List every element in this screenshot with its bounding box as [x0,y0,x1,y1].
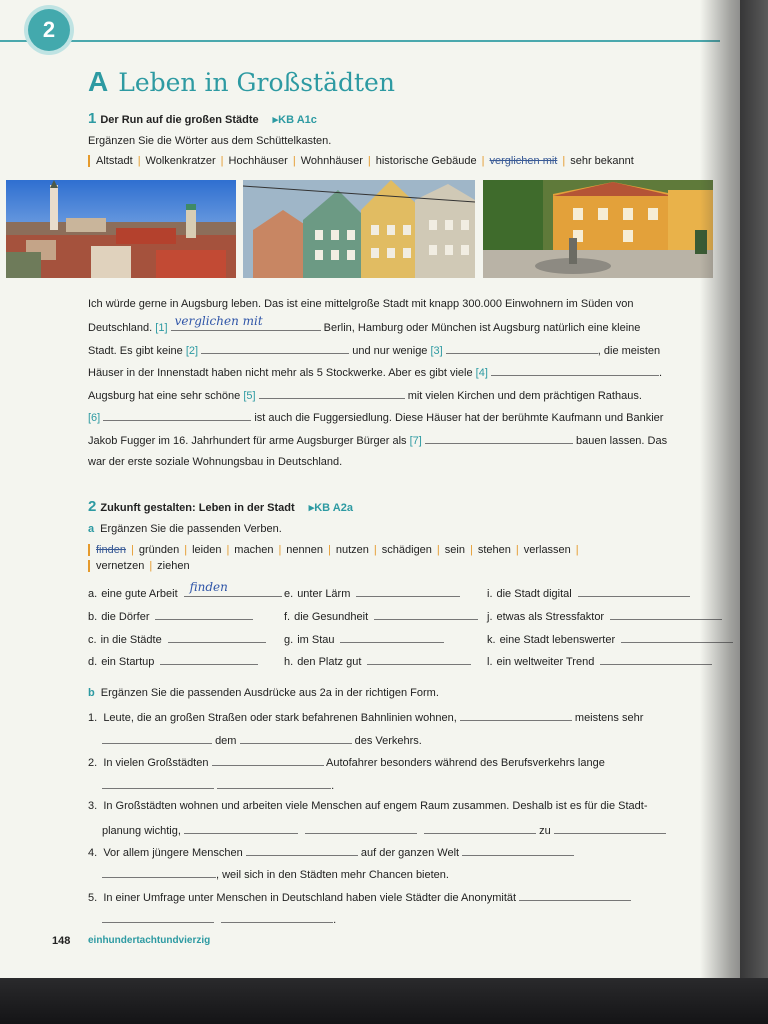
gap-field[interactable] [578,586,690,597]
verb-item [88,609,253,623]
exercise-1-heading [88,110,317,127]
gap-ref-2: [2] [185,345,199,357]
word-chip: Wolkenkratzer [145,155,216,167]
text-fragment: dem [215,735,237,747]
text-fragment: Stadt. Es gibt keine [88,345,183,357]
text-line-7 [88,433,667,447]
item-label: g. [284,634,294,646]
verb-item [487,654,712,668]
word-chip: Hochhäuser [228,155,288,167]
word-separator: | [292,155,296,167]
gap-field[interactable] [217,778,331,789]
word-separator: | [184,544,188,556]
section-heading [88,66,395,98]
text-line-5 [88,388,642,402]
text-fragment: Jakob Fugger im 16. Jahrhundert für arme Augsburger Bürger als [88,435,407,447]
gap-1-field[interactable] [171,314,321,331]
text-fragment: und nur wenige [352,345,428,357]
exercise-1-kb-link[interactable]: ▸ KB A1c [273,114,317,126]
item-text: ein Startup [101,656,155,668]
word-chip: sehr bekannt [570,155,634,167]
gap-field[interactable] [240,733,352,744]
word-chip: Altstadt [96,155,133,167]
page-number-words: einhundertachtundvierzig [88,935,211,946]
word-chip: gründen [138,544,180,556]
item-label: c. [88,634,97,646]
handwritten-answer-1: verglichen mit [174,314,263,328]
exercise-1-number: 1 [88,110,97,127]
word-separator: | [515,544,519,556]
item-text: eine Stadt lebenswerter [499,634,616,646]
word-chip: vernetzen [96,560,145,572]
exercise-2a-instruction [88,523,282,535]
word-chip: Wohnhäuser [300,155,363,167]
gap-field[interactable] [160,654,258,665]
verb-item [487,609,722,623]
word-chip: verlassen [523,544,571,556]
header-rule [0,40,720,42]
word-box-2a-row1 [88,544,584,556]
gap-4-field[interactable] [491,365,659,376]
verb-item [284,586,460,600]
sentence-2-cont [102,778,334,792]
exercise-1-instruction: Ergänzen Sie die Wörter aus dem Schüttelkasten. [88,135,332,147]
word-chip: schädigen [381,544,432,556]
gap-field[interactable] [102,867,216,878]
text-fragment: Augsburg hat eine sehr schöne [88,390,241,402]
item-text: die Dörfer [101,611,150,623]
text-line-6 [88,410,663,424]
section-title: Leben in Großstädten [118,68,395,97]
gap-field[interactable] [305,823,417,834]
exercise-2-number: 2 [88,498,97,515]
sentence-3 [88,800,648,812]
gap-field[interactable] [462,845,574,856]
gap-field[interactable] [519,890,631,901]
item-text: die Stadt digital [496,588,572,600]
exercise-2-title: Zukunft gestalten: Leben in der Stadt [100,502,295,514]
text-line-4 [88,365,662,379]
gap-field[interactable] [340,632,444,643]
word-separator: | [137,155,141,167]
word-chip: nennen [286,544,324,556]
instruction-text: Ergänzen Sie die passenden Verben. [100,523,282,535]
item-text: eine gute Arbeit [101,588,178,600]
item-label: a. [88,588,98,600]
verb-item [284,632,444,646]
verb-item [284,609,478,623]
gap-field[interactable] [554,823,666,834]
subexercise-letter-a: a [88,523,95,535]
gap-field[interactable] [102,733,212,744]
gap-ref-1: [1] [155,322,168,334]
gap-ref-6: [6] [88,412,101,424]
item-label: h. [284,656,294,668]
gap-7-field[interactable] [425,433,573,444]
word-separator: | [469,544,473,556]
book-gutter-shadow [700,0,768,980]
gap-field[interactable] [367,654,471,665]
word-separator: | [149,560,153,572]
chapter-badge: 2 [28,9,70,51]
gap-field[interactable] [246,845,358,856]
item-label: b. [88,611,98,623]
sentence-number: 1. [88,712,98,724]
gap-ref-4: [4] [475,367,488,379]
gabled-houses-photo [243,180,475,278]
gap-field[interactable] [356,586,460,597]
text-fragment: Autofahrer besonders während des Berufsverkehrs lange [326,757,605,769]
text-line-3 [88,343,660,357]
item-text: den Platz gut [297,656,362,668]
exercise-1-title: Der Run auf die großen Städte [100,114,259,126]
sentence-number: 4. [88,847,98,859]
item-text: im Stau [297,634,335,646]
text-fragment: , weil sich in den Städten mehr Chancen bieten. [216,869,449,881]
word-separator: | [436,544,440,556]
text-fragment: In vielen Großstädten [103,757,209,769]
text-line-2 [88,314,641,334]
word-chip: nutzen [335,544,369,556]
gap-field[interactable] [155,609,253,620]
sentence-3-cont [102,823,666,837]
section-letter: A [88,66,109,97]
word-chip: historische Gebäude [375,155,477,167]
sentence-4 [88,845,574,859]
verb-item [88,580,282,600]
text-fragment: zu [539,825,551,837]
sentence-5 [88,890,631,904]
word-separator: | [367,155,371,167]
gap-field[interactable] [374,609,478,620]
exercise-2-heading [88,498,353,515]
sentence-5-cont [102,912,336,926]
item-label: k. [487,634,496,646]
page-number: 148 [52,935,71,947]
text-fragment: Vor allem jüngere Menschen [103,847,243,859]
gap-field[interactable] [221,912,333,923]
gap-ref-7: [7] [409,435,422,447]
word-chip: verglichen mit [489,155,558,167]
exercise-2-kb-link[interactable]: ▸ KB A2a [309,502,353,514]
sentence-number: 5. [88,892,98,904]
sentence-number: 3. [88,800,98,812]
gap-field[interactable] [184,823,298,834]
text-fragment: mit vielen Kirchen und dem prächtigen Rathaus. [407,390,642,402]
gap-field[interactable] [424,823,536,834]
item-text: ein weltweiter Trend [496,656,595,668]
text-fragment: , die meisten [597,345,661,357]
sentence-1-cont [102,733,422,747]
text-fragment: meistens sehr [574,712,644,724]
text-fragment: In Großstädten wohnen und arbeiten viele Menschen auf engem Raum zusammen. Deshalb ist es für die Stadt- [103,800,648,812]
item-text: in die Städte [100,634,162,646]
text-line-8: war der erste soziale Wohnungsbau in Deutschland. [88,456,343,468]
verb-item [487,586,690,600]
text-fragment: Berlin, Hamburg oder München ist Augsburg natürlich eine kleine [323,322,641,334]
scanner-background [0,978,768,1024]
word-chip: leiden [192,544,222,556]
sentence-2 [88,755,605,769]
item-label: e. [284,588,294,600]
gap-field[interactable] [184,580,282,597]
augsburg-skyline-photo [6,180,236,278]
word-chip: ziehen [157,560,190,572]
word-separator: | [328,544,331,556]
text-fragment: ist auch die Fuggersiedlung. Diese Häuser hat der berühmte Kaufmann und Bankier [254,412,664,424]
gap-ref-3: [3] [430,345,443,357]
text-fragment: . [658,367,663,379]
word-separator: | [373,544,377,556]
verb-item [88,654,258,668]
exercise-2b-instruction [88,687,439,699]
text-fragment: In einer Umfrage unter Menschen in Deutschland haben viele Städter die Anonymität [103,892,517,904]
gap-field[interactable] [460,710,572,721]
gap-field[interactable] [600,654,712,665]
gap-2-field[interactable] [201,343,349,354]
word-box-1 [88,155,634,167]
gap-field[interactable] [102,778,214,789]
item-label: l. [487,656,493,668]
gap-3-field[interactable] [446,343,598,354]
text-line-1: Ich würde gerne in Augsburg leben. Das ist eine mittelgroße Stadt mit knapp 300.000 Einwohnern im Süden von [88,298,634,310]
word-separator: | [130,544,134,556]
sentence-4-cont [102,867,449,881]
item-label: j. [487,611,493,623]
item-label: i. [487,588,493,600]
sentence-1 [88,710,643,724]
item-text: etwas als Stressfaktor [496,611,605,623]
text-fragment: Deutschland. [88,322,153,334]
sentence-number: 2. [88,757,98,769]
gap-field[interactable] [212,755,324,766]
word-separator: | [562,155,566,167]
instruction-text: Ergänzen Sie die passenden Ausdrücke aus 2a in der richtigen Form. [100,687,439,699]
word-chip: stehen [477,544,511,556]
text-fragment: . [333,914,337,926]
gap-field[interactable] [102,912,214,923]
word-separator: | [481,155,485,167]
text-fragment: des Verkehrs. [354,735,422,747]
handwritten-answer: finden [189,580,228,594]
item-text: unter Lärm [297,588,351,600]
item-label: f. [284,611,291,623]
text-fragment: auf der ganzen Welt [360,847,460,859]
verb-item [88,632,266,646]
gap-6-field[interactable] [103,410,251,421]
word-chip: finden [96,544,126,556]
word-separator: | [278,544,282,556]
text-fragment: bauen lassen. Das [575,435,668,447]
word-chip: sein [444,544,465,556]
verb-item [284,654,471,668]
text-fragment: Leute, die an großen Straßen oder stark befahrenen Bahnlinien wohnen, [103,712,457,724]
word-separator: | [220,155,224,167]
word-box-2a-row2 [88,560,190,572]
text-fragment: planung wichtig, [102,825,181,837]
item-text: die Gesundheit [294,611,369,623]
text-fragment: Häuser in der Innenstadt haben nicht mehr als 5 Stockwerke. Aber es gibt viele [88,367,473,379]
subexercise-letter-b: b [88,687,95,699]
word-separator: | [226,544,230,556]
word-chip: machen [234,544,274,556]
gap-ref-5: [5] [243,390,256,402]
gap-field[interactable] [168,632,266,643]
fuggerei-courtyard-photo [483,180,713,278]
gap-5-field[interactable] [259,388,405,399]
verb-item [487,632,733,646]
item-label: d. [88,656,98,668]
word-separator: | [575,544,579,556]
text-fragment: . [331,780,335,792]
